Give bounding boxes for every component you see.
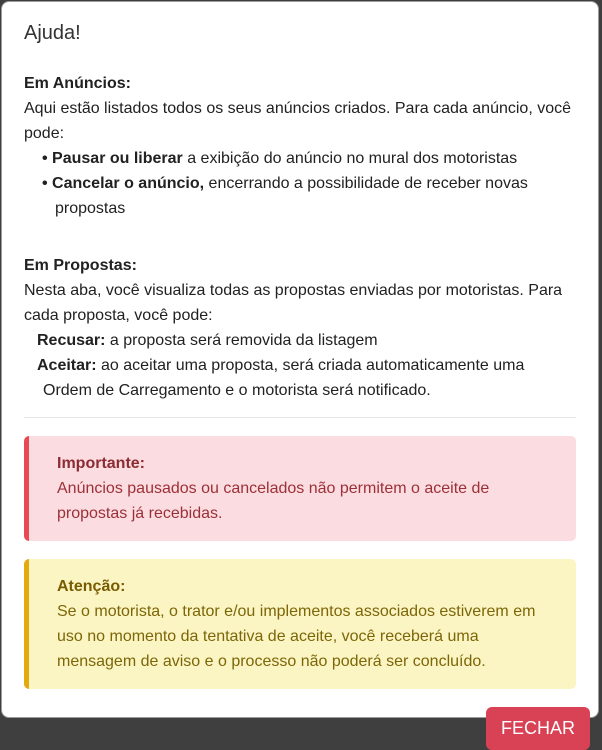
alert-atencao — [24, 559, 576, 689]
anuncios-options-list — [24, 146, 576, 221]
dialog-footer — [24, 707, 590, 750]
alert-heading: Importante: — [57, 455, 145, 472]
list-item-lead: Aceitar: — [37, 357, 97, 374]
list-item-lead: • Cancelar o anúncio, — [42, 175, 205, 192]
section-divider — [24, 417, 576, 418]
list-item-lead: Recusar: — [37, 332, 106, 349]
list-item-text: encerrando a possibilidade de receber novas propostas — [55, 175, 528, 217]
list-item — [37, 353, 576, 403]
propostas-options-list — [24, 328, 576, 403]
help-dialog — [1, 1, 599, 738]
close-button[interactable]: FECHAR — [486, 707, 590, 750]
section-intro: Aqui estão listados todos os seus anúncios criados. Para cada anúncio, você pode: — [24, 100, 571, 142]
section-propostas — [24, 253, 576, 403]
alert-importante — [24, 436, 576, 541]
list-item — [37, 328, 576, 353]
alert-heading: Atenção: — [57, 578, 126, 595]
alert-body: Anúncios pausados ou cancelados não permitem o aceite de propostas já recebidas. — [57, 480, 490, 522]
list-item-text: a proposta será removida da listagem — [105, 332, 378, 349]
help-body — [24, 71, 576, 707]
section-intro: Nesta aba, você visualiza todas as propostas enviadas por motoristas. Para cada proposta, você pode: — [24, 282, 563, 324]
list-item — [42, 171, 576, 221]
list-item-lead: • Pausar ou liberar — [42, 150, 183, 167]
list-item — [42, 146, 576, 171]
list-item-text: a exibição do anúncio no mural dos motoristas — [182, 150, 518, 167]
dialog-title: Ajuda! — [24, 22, 81, 44]
section-anuncios — [24, 71, 576, 221]
section-heading: Em Anúncios: — [24, 75, 131, 92]
alert-body: Se o motorista, o trator e/ou implementos associados estiverem em uso no momento da tentativa de aceite, você receberá uma mensagem de aviso e o processo não poderá ser concluído. — [57, 603, 536, 670]
list-item-text: ao aceitar uma proposta, será criada automaticamente uma Ordem de Carregamento e o motorista será notificado. — [43, 357, 525, 399]
section-heading: Em Propostas: — [24, 257, 137, 274]
